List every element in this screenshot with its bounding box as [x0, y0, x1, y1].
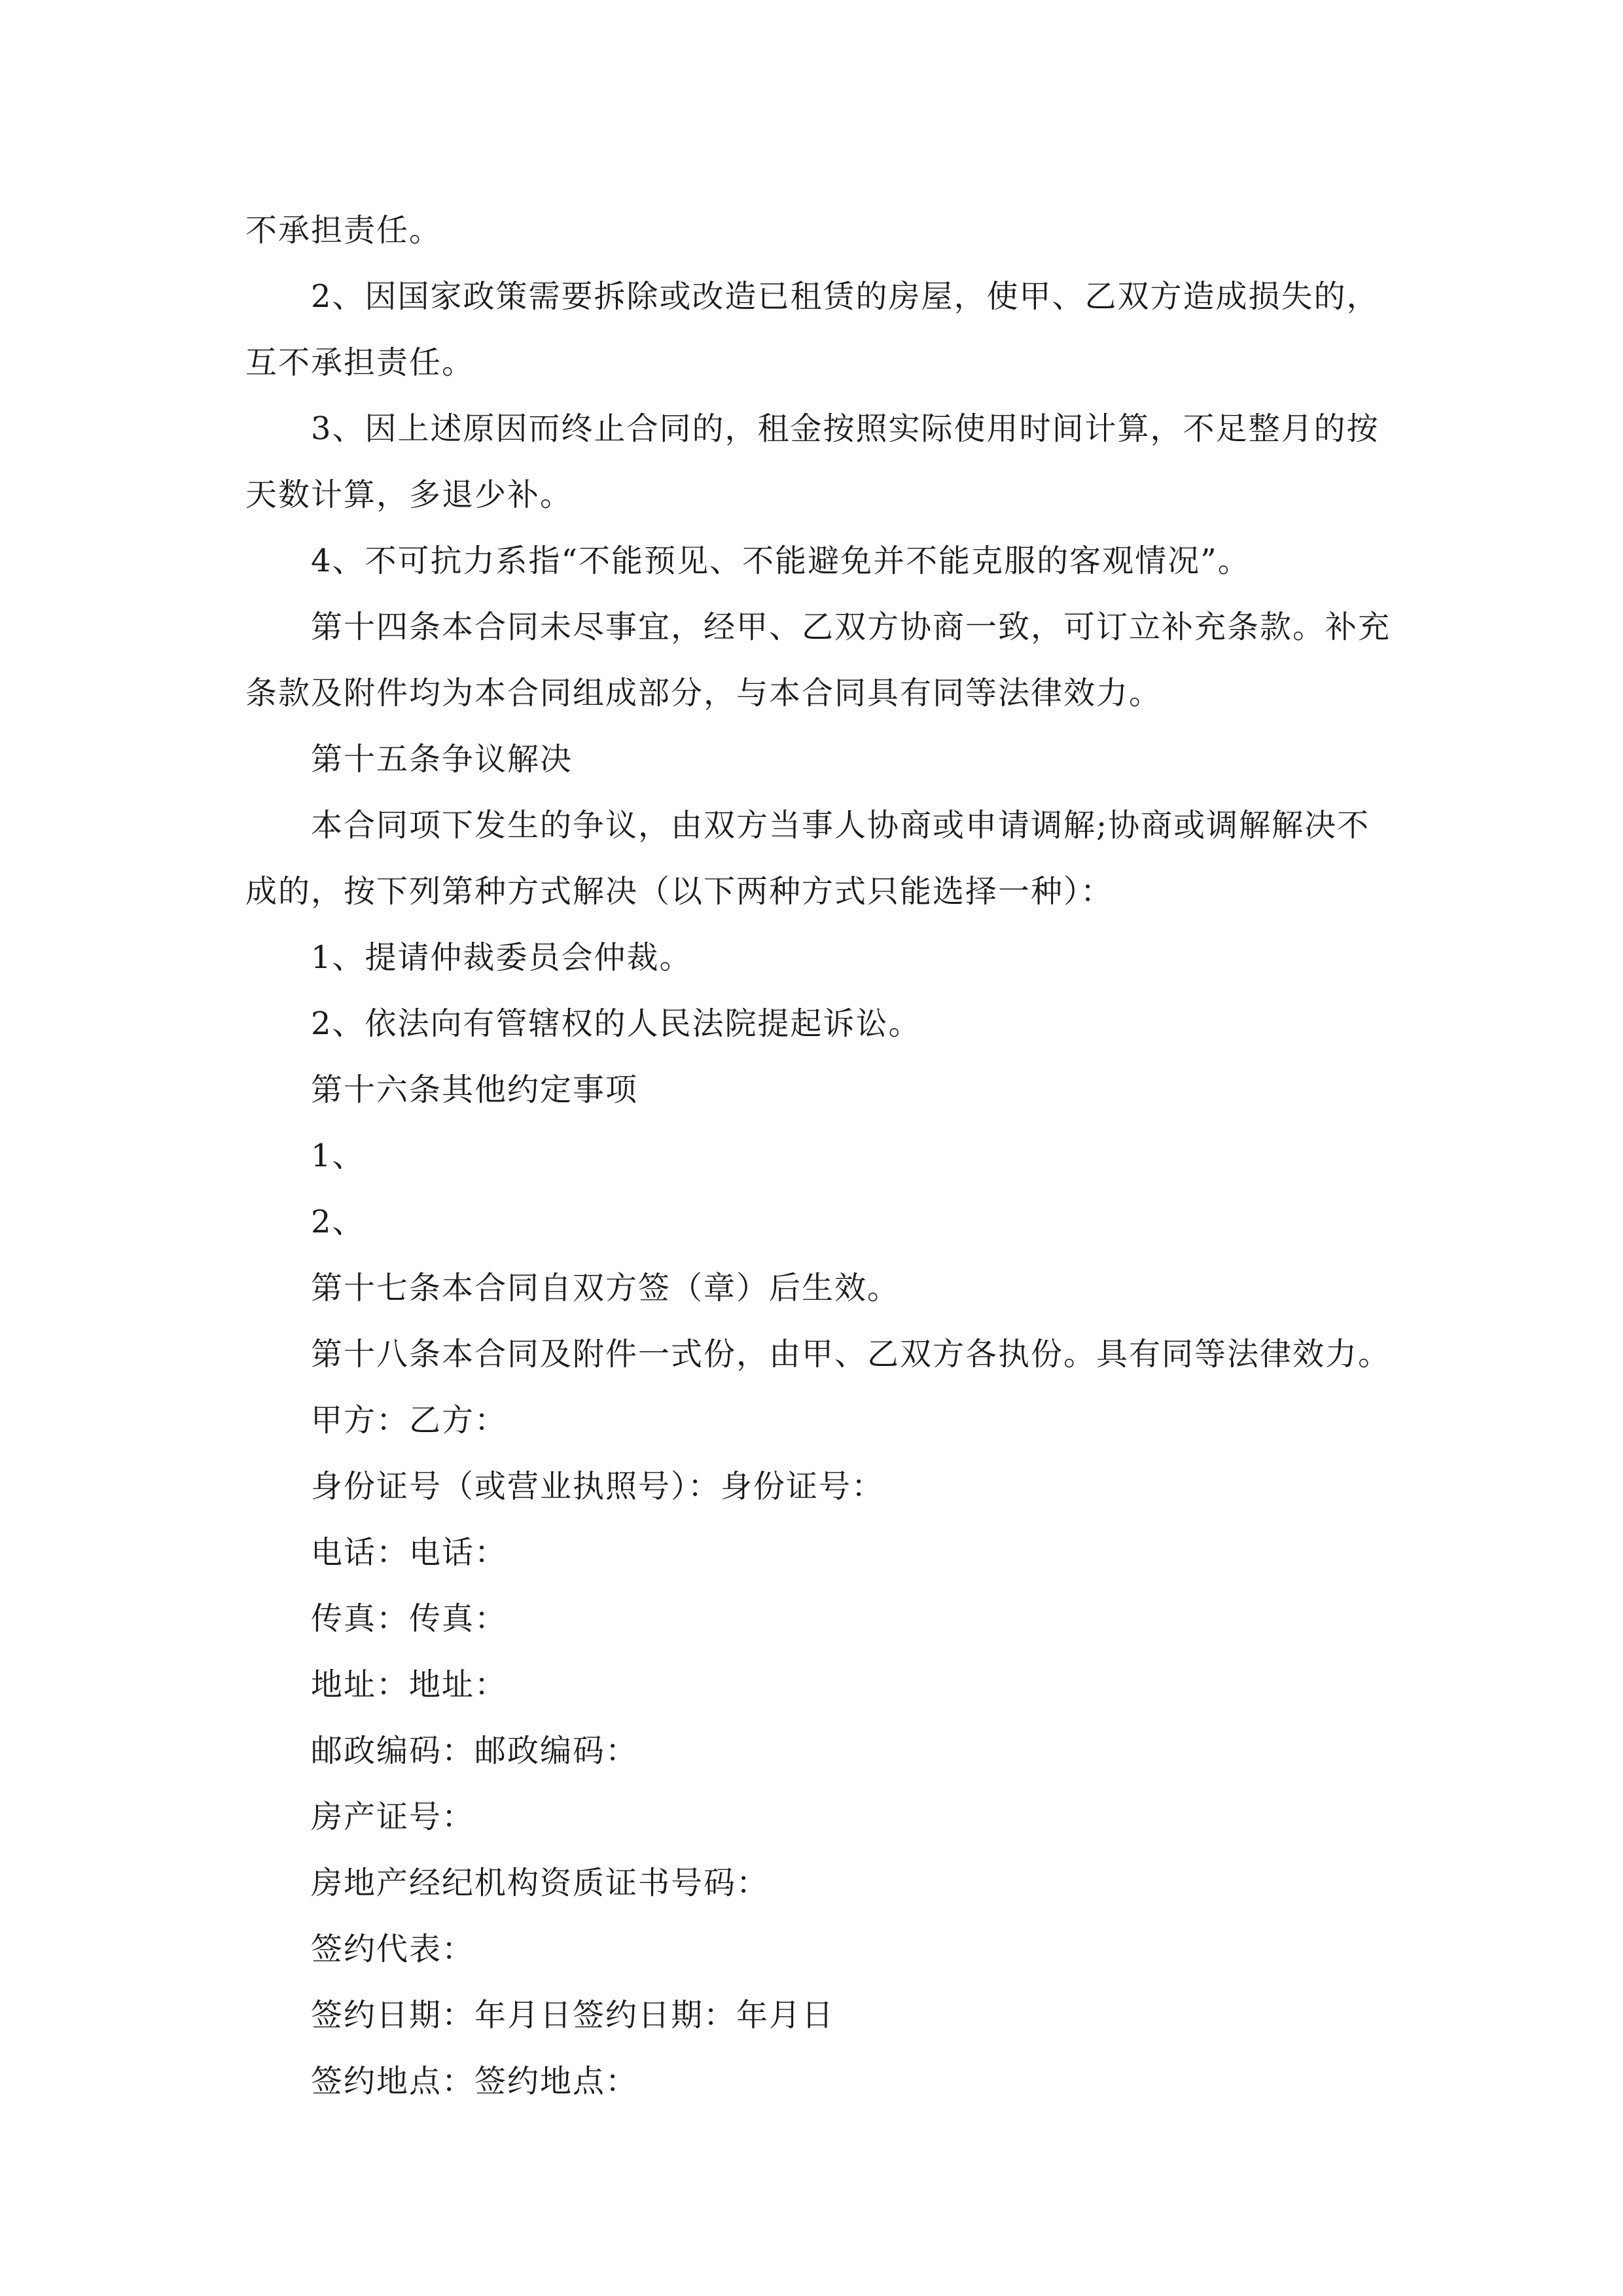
signature-representative-line: 签约代表：: [311, 1931, 475, 1967]
paragraph-clause-4: 4、不可抗力系指“不能预见、不能避免并不能克服的客观情况”。: [311, 543, 1251, 579]
signature-id-line: 身份证号（或营业执照号）：身份证号：: [311, 1468, 885, 1505]
paragraph-dispute-resolution: 本合同项下发生的争议，由双方当事人协商或申请调解;协商或调解解决不成的，按下列第种方式解决（以下两种方式只能选择一种）：: [245, 807, 1370, 910]
paragraph-article-17: 第十七条本合同自双方签（章）后生效。: [311, 1270, 901, 1306]
paragraph-other-item-1: 1、: [311, 1138, 365, 1174]
signature-date-line: 签约日期：年月日签约日期：年月日: [311, 1997, 835, 2034]
signature-party-line: 甲方：乙方：: [311, 1402, 508, 1439]
document-body: [245, 198, 1397, 2115]
paragraph-clause-3: 3、因上述原因而终止合同的，租金按照实际使用时间计算，不足整月的按天数计算，多退少补。: [245, 410, 1380, 513]
paragraph-article-18: 第十八条本合同及附件一式份，由甲、乙双方各执份。具有同等法律效力。: [311, 1336, 1391, 1372]
signature-phone-line: 电话：电话：: [311, 1534, 508, 1571]
paragraph-continuation: 不承担责任。: [245, 212, 442, 249]
signature-agency-cert-line: 房地产经纪机构资质证书号码：: [311, 1865, 770, 1901]
paragraph-clause-2: 2、因国家政策需要拆除或改造已租赁的房屋，使甲、乙双方造成损失的，互不承担责任。: [245, 278, 1380, 381]
paragraph-article-15-heading: 第十五条争议解决: [311, 741, 573, 778]
signature-property-cert-line: 房产证号：: [311, 1799, 475, 1835]
signature-fax-line: 传真：传真：: [311, 1600, 508, 1637]
signature-postcode-line: 邮政编码：邮政编码：: [311, 1732, 639, 1769]
paragraph-article-16-heading: 第十六条其他约定事项: [311, 1071, 639, 1108]
signature-address-line: 地址：地址：: [311, 1666, 508, 1703]
paragraph-article-14: 第十四条本合同未尽事宜，经甲、乙双方协商一致，可订立补充条款。补充条款及附件均为本合同组成部分，与本合同具有同等法律效力。: [245, 609, 1391, 711]
paragraph-other-item-2: 2、: [311, 1204, 365, 1240]
paragraph-option-arbitration: 1、提请仲裁委员会仲裁。: [311, 939, 692, 976]
paragraph-option-litigation: 2、依法向有管辖权的人民法院提起诉讼。: [311, 1005, 921, 1042]
signature-place-line: 签约地点：签约地点：: [311, 2063, 639, 2100]
